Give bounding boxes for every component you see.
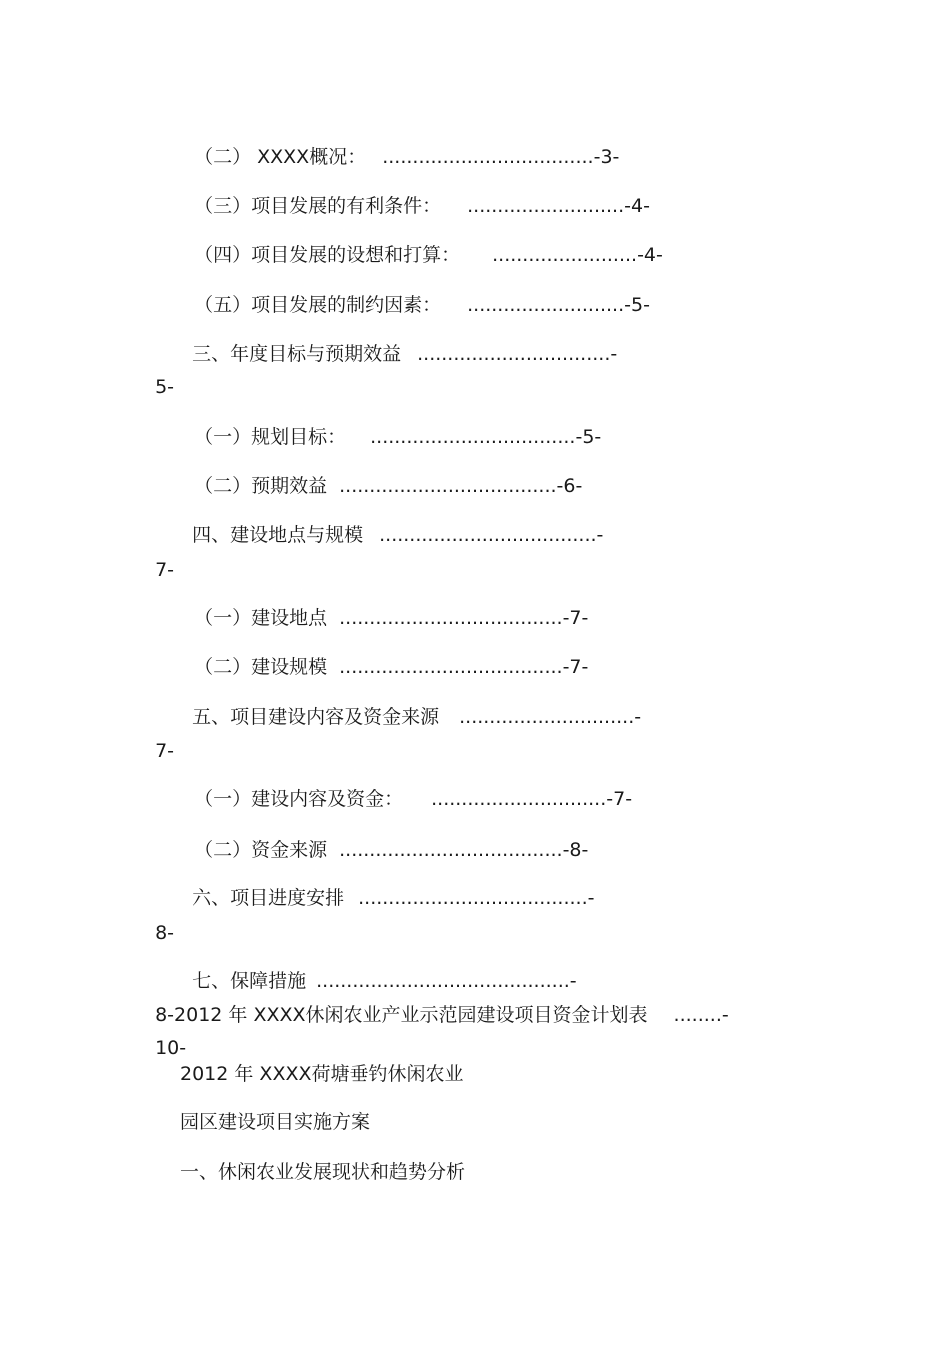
- toc-leader: ......................................: [358, 887, 588, 909]
- toc-entry: [182, 450, 582, 498]
- toc-leader: ..........................................: [316, 970, 570, 992]
- toc-page-wrap: [143, 715, 174, 763]
- toc-page-number: -8-: [562, 839, 589, 861]
- toc-label: （一）规划目标：: [194, 426, 347, 448]
- toc-page-number: -: [610, 343, 618, 365]
- toc-label: （五）项目发展的制约因素：: [194, 294, 442, 316]
- toc-label: （二） XXXX概况：: [194, 146, 367, 168]
- toc-label: （一）建设内容及资金：: [194, 788, 404, 810]
- toc-entry: [180, 499, 603, 547]
- toc-leader: ...................................: [382, 146, 594, 168]
- toc-entry: [182, 763, 632, 811]
- toc-label: 三、年度目标与预期效益: [192, 343, 402, 365]
- toc-entry: [182, 814, 588, 862]
- toc-leader: ....................................: [379, 524, 597, 546]
- toc-leader: ........: [673, 1004, 722, 1026]
- toc-label: （二）预期效益: [194, 475, 328, 497]
- toc-page-number: 5-: [155, 376, 175, 398]
- toc-label: （三）项目发展的有利条件：: [194, 195, 442, 217]
- toc-leader: .............................: [431, 788, 607, 810]
- toc-label: （四）项目发展的设想和打算：: [194, 244, 461, 266]
- toc-leader: .....................................: [339, 656, 563, 678]
- toc-page-number: 10-: [155, 1037, 187, 1059]
- toc-page-number: -: [721, 1004, 729, 1026]
- toc-label: 七、保障措施: [192, 970, 307, 992]
- toc-entry: [182, 631, 588, 679]
- toc-leader: ................................: [417, 343, 611, 365]
- toc-page-number: -5-: [575, 426, 602, 448]
- toc-label: 五、项目建设内容及资金来源: [192, 706, 440, 728]
- toc-leader: ..........................: [467, 195, 625, 217]
- toc-label: （二）建设规模: [194, 656, 328, 678]
- toc-page-number: -6-: [556, 475, 583, 497]
- toc-page-number: -4-: [624, 195, 650, 217]
- toc-page-wrap: [143, 1012, 186, 1060]
- toc-leader: ........................: [492, 244, 638, 266]
- toc-entry: [182, 170, 650, 218]
- toc-leader: ....................................: [339, 475, 557, 497]
- toc-page-wrap: [143, 351, 174, 399]
- toc-entry: [182, 401, 601, 449]
- toc-page-number: 8-: [155, 922, 175, 944]
- toc-page-wrap: [143, 897, 174, 945]
- toc-page-number: -5-: [624, 294, 650, 316]
- document-title-line-1: 2012 年 XXXX荷塘垂钓休闲农业: [180, 1063, 464, 1085]
- document-title-line-2: 园区建设项目实施方案: [180, 1111, 371, 1133]
- toc-page-number: -4-: [637, 244, 663, 266]
- toc-page-number: -: [569, 970, 577, 992]
- toc-page-number: 7-: [155, 559, 175, 581]
- toc-label: 六、项目进度安排: [192, 887, 345, 909]
- toc-entry: [182, 269, 650, 317]
- toc-leader: .....................................: [339, 607, 563, 629]
- toc-label: 四、建设地点与规模: [192, 524, 364, 546]
- toc-page-wrap: [143, 534, 174, 582]
- toc-leader: .....................................: [339, 839, 563, 861]
- toc-label: （一）建设地点: [194, 607, 328, 629]
- toc-label: （二）资金来源: [194, 839, 328, 861]
- toc-page-number: -: [596, 524, 604, 546]
- toc-page-number: 7-: [155, 740, 175, 762]
- toc-entry: [180, 862, 594, 910]
- toc-entry: [180, 318, 617, 366]
- toc-page-number: -3-: [593, 146, 620, 168]
- toc-entry: [143, 979, 729, 1027]
- toc-leader: ..................................: [370, 426, 576, 448]
- toc-leader: ..........................: [467, 294, 625, 316]
- toc-page-number: -7-: [606, 788, 633, 810]
- toc-page-number: -7-: [562, 607, 589, 629]
- toc-label: 8-2012 年 XXXX休闲农业产业示范园建设项目资金计划表: [155, 1004, 648, 1026]
- toc-page-number: -7-: [562, 656, 589, 678]
- section-heading: 一、休闲农业发展现状和趋势分析: [180, 1161, 466, 1183]
- toc-entry: [180, 681, 641, 729]
- toc-entry: [182, 582, 588, 630]
- toc-leader: .............................: [459, 706, 635, 728]
- toc-page-number: -: [587, 887, 595, 909]
- toc-page-number: -: [634, 706, 642, 728]
- toc-entry: [182, 121, 619, 169]
- toc-entry: [182, 219, 663, 267]
